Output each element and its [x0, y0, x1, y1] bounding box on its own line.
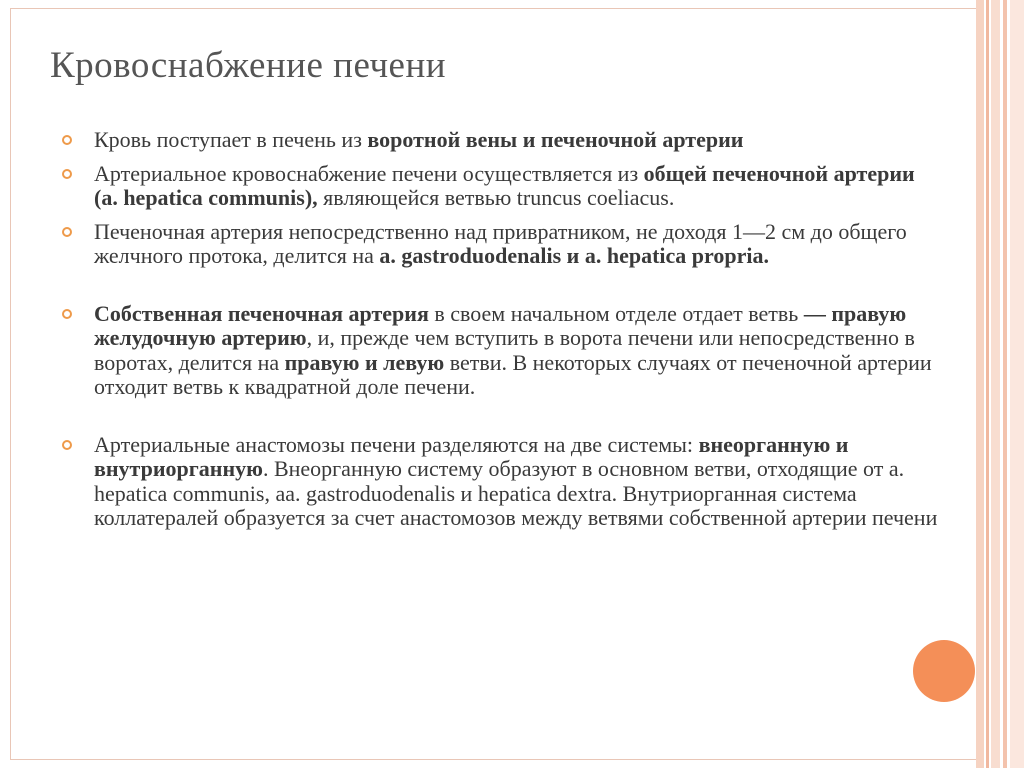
bullet-circle-icon	[62, 440, 72, 450]
bullet-item-4	[62, 302, 942, 400]
bullet-bold-text: внеорганную и внутриорганную	[94, 431, 849, 481]
bullet-text: Артериальные анастомозы печени разделяются на две системы:	[94, 431, 699, 457]
bullet-circle-icon	[62, 309, 72, 319]
bullet-text: , и, прежде чем вступить в ворота печени или непосредственно в воротах, делится на	[94, 325, 915, 375]
bullet-item-3	[62, 220, 942, 269]
decorative-stripe	[986, 0, 989, 768]
bullet-list	[62, 128, 942, 540]
slide-title: Кровоснабжение печени	[50, 45, 447, 86]
bullet-item-1	[62, 128, 942, 153]
bullet-circle-icon	[62, 227, 72, 237]
bullet-circle-icon	[62, 169, 72, 179]
bullet-item-2	[62, 162, 942, 211]
bullet-bold-text: — правую желудочную артерию	[94, 300, 907, 350]
decorative-stripe	[1003, 0, 1007, 768]
bullet-text: в своем начальном отделе отдает ветвь	[428, 300, 804, 326]
bullet-text: Артериальное кровоснабжение печени осуществляется из	[94, 160, 644, 186]
bullet-text: ветви. В некоторых случаях от печеночной артерии отходит ветвь к квадратной доле печени.	[94, 349, 932, 399]
bullet-bold-text: a. gastroduodenalis и a. hepatica propria.	[379, 243, 769, 268]
decorative-stripe	[991, 0, 1000, 768]
bullet-text: . Внеорганную систему образуют в основном ветви, отходящие от a. hepatica communis, aa. gastroduodenalis и hepatica dextra. Внутриорганная система коллатералей образуется за счет анастомозов между ветвями собственной артерии печени	[94, 456, 938, 530]
bullet-text: Печеночная артерия непосредственно над привратником, не доходя 1—2 см до общего желчного протока, делится на	[94, 218, 907, 268]
bullet-bold-text: правую и левую	[284, 349, 445, 375]
decorative-circle	[913, 640, 975, 702]
decorative-stripe	[976, 0, 984, 768]
bullet-circle-icon	[62, 135, 72, 145]
bullet-bold-text: воротной вены и печеночной артерии	[367, 127, 744, 152]
bullet-bold-text: общей печеночной артерии (a. hepatica communis),	[94, 160, 915, 210]
bullet-bold-text: Собственная печеночная артерия	[94, 300, 429, 326]
bullet-item-5	[62, 433, 942, 531]
bullet-text: Кровь поступает в печень из	[94, 127, 368, 152]
decorative-stripe	[1010, 0, 1024, 768]
bullet-text: являющейся ветвью truncus coeliacus.	[317, 185, 675, 210]
